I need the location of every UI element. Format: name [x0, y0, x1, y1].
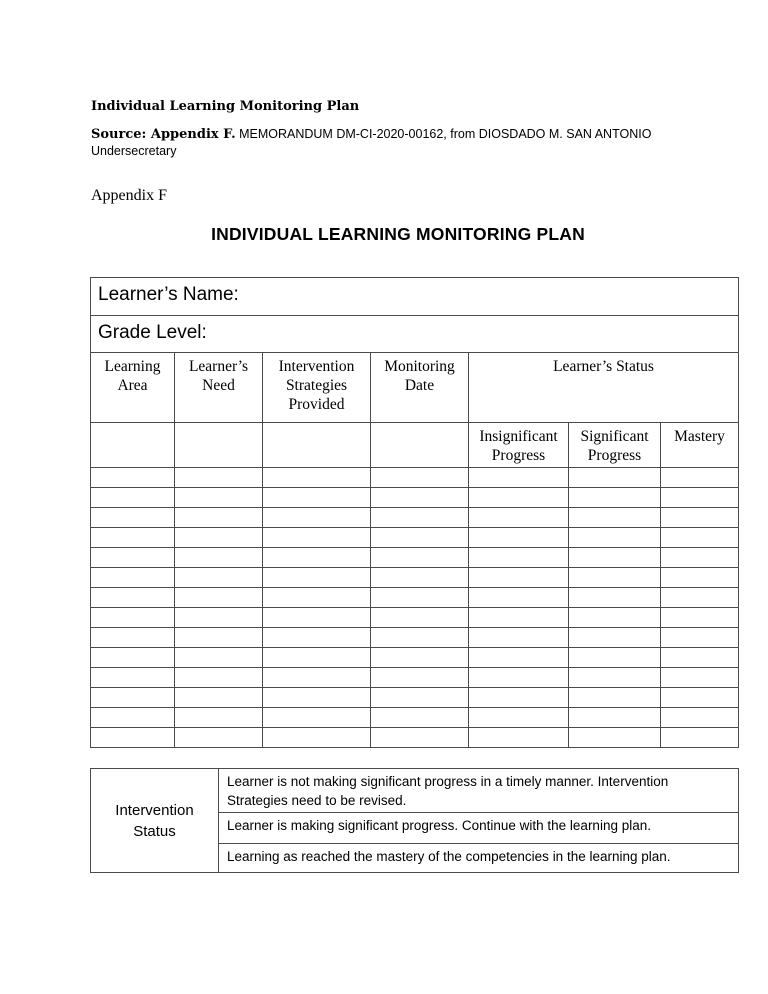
empty-cell	[661, 508, 739, 528]
empty-cell	[569, 568, 661, 588]
empty-cell	[175, 588, 263, 608]
empty-cell	[263, 648, 371, 668]
empty-cell	[569, 648, 661, 668]
empty-cell	[569, 608, 661, 628]
empty-cell	[175, 708, 263, 728]
grade-level-row	[91, 316, 739, 353]
empty-cell	[469, 588, 569, 608]
empty-cell	[91, 588, 175, 608]
empty-cell	[661, 608, 739, 628]
empty-cell	[91, 628, 175, 648]
empty-cell	[263, 688, 371, 708]
empty-cell	[263, 468, 371, 488]
learner-name-row	[91, 278, 739, 316]
empty-cell	[91, 648, 175, 668]
doc-source-label: Source: Appendix F.	[91, 127, 236, 142]
empty-cell	[661, 568, 739, 588]
empty-cell	[371, 488, 469, 508]
empty-cell	[371, 708, 469, 728]
subheader-mastery: Mastery	[661, 423, 739, 468]
empty-cell	[661, 528, 739, 548]
empty-cell	[175, 728, 263, 748]
intervention-status-table	[90, 768, 739, 873]
empty-cell	[175, 608, 263, 628]
empty-cell	[569, 528, 661, 548]
empty-cell	[569, 588, 661, 608]
blank-cell	[263, 423, 371, 468]
learner-name-label: Learner’s Name:	[91, 278, 739, 316]
empty-cell	[175, 628, 263, 648]
empty-cell	[661, 488, 739, 508]
empty-cell	[661, 588, 739, 608]
col-header-learning-area: Learning Area	[91, 353, 175, 423]
empty-cell	[175, 568, 263, 588]
empty-cell	[371, 588, 469, 608]
empty-cell	[569, 728, 661, 748]
doc-header	[91, 99, 691, 159]
empty-cell	[175, 528, 263, 548]
empty-cell	[569, 668, 661, 688]
empty-cell	[91, 488, 175, 508]
empty-cell	[469, 568, 569, 588]
subheader-significant-progress: Significant Progress	[569, 423, 661, 468]
empty-cell	[469, 508, 569, 528]
empty-cell	[91, 728, 175, 748]
empty-cell	[175, 488, 263, 508]
appendix-label: Appendix F	[91, 187, 167, 204]
blank-cell	[175, 423, 263, 468]
table-row	[91, 608, 739, 628]
blank-cell	[91, 423, 175, 468]
empty-cell	[371, 628, 469, 648]
empty-cell	[661, 468, 739, 488]
empty-cell	[91, 608, 175, 628]
legend-text-significant: Learner is making significant progress. Continue with the learning plan.	[219, 813, 739, 844]
col-header-monitoring-date: Monitoring Date	[371, 353, 469, 423]
col-header-learners-status: Learner’s Status	[469, 353, 739, 423]
empty-cell	[175, 668, 263, 688]
table-row	[91, 548, 739, 568]
empty-cell	[91, 528, 175, 548]
table-row	[91, 628, 739, 648]
empty-cell	[91, 688, 175, 708]
table-row	[91, 648, 739, 668]
empty-cell	[469, 548, 569, 568]
table-row	[91, 688, 739, 708]
legend-text-mastery: Learning as reached the mastery of the competencies in the learning plan.	[219, 844, 739, 873]
empty-cell	[371, 468, 469, 488]
empty-cell	[371, 728, 469, 748]
empty-cell	[469, 668, 569, 688]
empty-cell	[661, 648, 739, 668]
empty-cell	[469, 628, 569, 648]
empty-cell	[263, 488, 371, 508]
empty-cell	[469, 648, 569, 668]
doc-header-title: Individual Learning Monitoring Plan	[91, 99, 360, 114]
empty-cell	[91, 548, 175, 568]
empty-cell	[371, 568, 469, 588]
empty-cell	[469, 608, 569, 628]
empty-cell	[469, 488, 569, 508]
empty-cell	[469, 468, 569, 488]
empty-cell	[371, 648, 469, 668]
empty-cell	[263, 548, 371, 568]
empty-cell	[371, 608, 469, 628]
empty-cell	[263, 608, 371, 628]
empty-cell	[569, 628, 661, 648]
empty-cell	[661, 628, 739, 648]
empty-cell	[469, 728, 569, 748]
status-subheader-row	[91, 423, 739, 468]
col-header-intervention-strategies: Intervention Strategies Provided	[263, 353, 371, 423]
empty-cell	[263, 668, 371, 688]
empty-cell	[263, 508, 371, 528]
empty-cell	[661, 548, 739, 568]
empty-cell	[569, 548, 661, 568]
empty-cell	[371, 668, 469, 688]
empty-cell	[661, 668, 739, 688]
empty-cell	[371, 508, 469, 528]
empty-cell	[469, 528, 569, 548]
page-title: INDIVIDUAL LEARNING MONITORING PLAN	[211, 224, 585, 244]
empty-cell	[91, 568, 175, 588]
empty-cell	[569, 468, 661, 488]
legend-row	[91, 769, 739, 813]
legend-text-insignificant: Learner is not making significant progress in a timely manner. Intervention Strategies need to be revised.	[219, 769, 739, 813]
doc-source-line	[91, 126, 691, 143]
empty-cell	[661, 708, 739, 728]
empty-cell	[569, 708, 661, 728]
empty-cell	[661, 728, 739, 748]
doc-source-undersecretary: Undersecretary	[91, 144, 177, 158]
empty-cell	[91, 708, 175, 728]
empty-cell	[263, 728, 371, 748]
empty-cell	[91, 668, 175, 688]
empty-cell	[91, 508, 175, 528]
table-row	[91, 468, 739, 488]
empty-cell	[569, 488, 661, 508]
empty-cell	[175, 548, 263, 568]
table-row	[91, 528, 739, 548]
empty-cell	[469, 688, 569, 708]
empty-cell	[371, 548, 469, 568]
table-row	[91, 728, 739, 748]
doc-source-reference: MEMORANDUM DM-CI-2020-00162, from DIOSDADO M. SAN ANTONIO	[235, 127, 652, 141]
empty-cell	[661, 688, 739, 708]
table-row	[91, 568, 739, 588]
table-row	[91, 668, 739, 688]
col-header-learners-need: Learner’s Need	[175, 353, 263, 423]
table-row	[91, 488, 739, 508]
empty-cell	[469, 708, 569, 728]
empty-cell	[569, 508, 661, 528]
empty-cell	[371, 528, 469, 548]
empty-cell	[175, 468, 263, 488]
subheader-insignificant-progress: Insignificant Progress	[469, 423, 569, 468]
empty-cell	[371, 688, 469, 708]
empty-cell	[263, 568, 371, 588]
table-row	[91, 588, 739, 608]
column-header-row	[91, 353, 739, 423]
empty-cell	[175, 648, 263, 668]
learning-monitoring-table	[90, 277, 739, 748]
empty-cell	[263, 528, 371, 548]
empty-cell	[175, 508, 263, 528]
intervention-status-header: Intervention Status	[91, 769, 219, 873]
empty-cell	[263, 708, 371, 728]
empty-cell	[263, 628, 371, 648]
table-row	[91, 508, 739, 528]
empty-cell	[175, 688, 263, 708]
empty-rows	[91, 468, 739, 748]
blank-cell	[371, 423, 469, 468]
table-row	[91, 708, 739, 728]
empty-cell	[263, 588, 371, 608]
grade-level-label: Grade Level:	[91, 316, 739, 353]
empty-cell	[569, 688, 661, 708]
empty-cell	[91, 468, 175, 488]
